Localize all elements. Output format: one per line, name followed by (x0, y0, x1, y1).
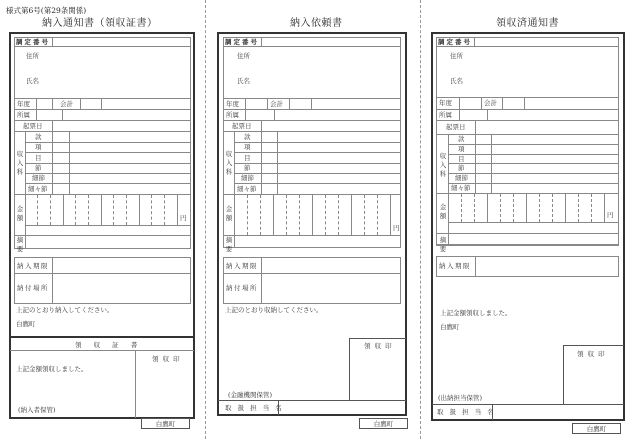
amount-field[interactable] (26, 195, 176, 224)
keeper-note: (納入者保管) (18, 406, 56, 414)
keeper-note: (金融機関保管) (228, 391, 273, 399)
assessment-no-field[interactable] (53, 38, 190, 45)
budget-item-saisetsu: 細節 (32, 174, 45, 182)
footer-town-stamp: 白鷹町 (359, 418, 408, 429)
footer-town-stamp: 白鷹町 (572, 423, 621, 434)
budget-item-setsu: 節 (458, 164, 465, 172)
budget-item-kan: 款 (244, 133, 251, 141)
department-label: 所属 (439, 111, 452, 119)
amount-field[interactable] (235, 195, 389, 234)
yen-label: 円 (607, 211, 614, 219)
revenue-section-label: 収入科 (225, 150, 233, 176)
form-number-label: 様式第6号(第29条関係) (6, 6, 87, 15)
receipt-section-title: 領 収 証 書 (75, 341, 143, 349)
revenue-section-label: 収入科 (439, 152, 447, 178)
name-label: 氏名 (26, 77, 39, 85)
summary-label: 摘要 (225, 236, 233, 253)
issuer-text: 白鷹町 (16, 320, 36, 328)
amount-label: 金額 (439, 203, 447, 220)
budget-item-saisetsu: 細節 (241, 174, 254, 182)
budget-item-saisaisetsu: 細々節 (451, 184, 471, 192)
budget-item-moku: 目 (458, 155, 465, 163)
address-name-field[interactable] (463, 48, 615, 95)
budget-item-kan: 款 (35, 133, 42, 141)
assessment-date-label: 起票日 (23, 122, 43, 130)
budget-item-kan: 款 (458, 135, 465, 143)
handler-name-field[interactable] (279, 401, 405, 414)
department-label: 所属 (17, 111, 30, 119)
assessment-no-label: 調定番号 (225, 38, 259, 46)
address-name-field[interactable] (250, 48, 398, 96)
budget-item-saisaisetsu: 細々節 (28, 185, 48, 193)
handler-name-label: 取 扱 担 当 名 (437, 408, 496, 416)
assessment-no-field[interactable] (262, 38, 400, 45)
receipt-message: 上記金額領収しました。 (440, 309, 512, 317)
budget-item-saisetsu: 細節 (455, 174, 468, 182)
issuer-text: 白鷹町 (440, 323, 460, 331)
fiscal-year-label: 年度 (439, 99, 452, 107)
summary-label: 摘要 (439, 236, 447, 253)
fiscal-year-label: 年度 (226, 100, 239, 108)
address-name-field[interactable] (40, 48, 188, 96)
address-label: 住所 (26, 52, 39, 60)
revenue-section-label: 収入科 (16, 150, 24, 176)
receipt-seal-area[interactable] (564, 346, 623, 403)
department-label: 所属 (226, 111, 239, 119)
instruction-text: 上記のとおり収納してください。 (225, 306, 323, 314)
due-date-label: 納入期限 (17, 262, 49, 270)
panel-title: 領収済通知書 (496, 18, 559, 29)
due-date-field[interactable] (53, 258, 190, 272)
budget-item-kou: 項 (458, 145, 465, 153)
handler-name-field[interactable] (493, 405, 623, 419)
due-date-label: 納入期限 (226, 262, 258, 270)
yen-label: 円 (393, 224, 400, 232)
panel-title: 納入依頼書 (290, 18, 343, 29)
budget-item-setsu: 節 (35, 164, 42, 172)
cut-line-1 (205, 0, 206, 439)
name-label: 氏名 (237, 77, 250, 85)
amount-field[interactable] (449, 194, 603, 221)
assessment-no-label: 調定番号 (16, 38, 50, 46)
amount-label: 金額 (225, 205, 233, 222)
receipt-seal-label: 領 収 印 (577, 350, 606, 358)
due-date-field[interactable] (262, 258, 400, 272)
assessment-no-label: 調定番号 (438, 38, 472, 46)
budget-item-kou: 項 (35, 143, 42, 151)
keeper-note: (出納担当保管) (438, 394, 483, 402)
payment-place-label: 納付場所 (17, 284, 49, 292)
footer-town-stamp: 白鷹町 (141, 418, 190, 429)
receipt-seal-label: 領 収 印 (152, 355, 181, 363)
summary-label: 摘要 (16, 236, 24, 253)
assessment-no-field[interactable] (475, 38, 618, 45)
budget-item-moku: 目 (244, 154, 251, 162)
payment-place-label: 納付場所 (226, 284, 258, 292)
receipt-seal-label: 領 収 印 (364, 342, 393, 350)
amount-label: 金額 (16, 205, 24, 222)
due-date-label: 納入期限 (439, 262, 471, 270)
budget-item-saisaisetsu: 細々節 (237, 185, 257, 193)
receipt-seal-area[interactable] (350, 339, 405, 399)
account-label: 会計 (60, 100, 73, 108)
account-label: 会計 (484, 99, 497, 107)
cut-line-2 (420, 0, 421, 439)
payment-place-field[interactable] (262, 274, 400, 303)
handler-name-label: 取 扱 担 当 名 (225, 404, 284, 412)
budget-item-moku: 目 (35, 154, 42, 162)
name-label: 氏名 (450, 77, 463, 85)
budget-item-kou: 項 (244, 143, 251, 151)
receipt-message: 上記金額領収しました。 (16, 365, 88, 373)
payment-place-field[interactable] (53, 274, 190, 303)
receipt-seal-area[interactable] (136, 351, 193, 417)
fiscal-year-label: 年度 (17, 100, 30, 108)
assessment-date-label: 起票日 (446, 123, 466, 131)
account-label: 会計 (270, 100, 283, 108)
budget-item-setsu: 節 (244, 164, 251, 172)
due-date-field[interactable] (476, 257, 618, 276)
yen-label: 円 (180, 214, 187, 222)
address-label: 住所 (237, 52, 250, 60)
instruction-text: 上記のとおり納入してください。 (16, 306, 114, 314)
assessment-date-label: 起票日 (232, 122, 252, 130)
panel-title: 納入通知書（領収証書） (42, 18, 158, 29)
address-label: 住所 (450, 52, 463, 60)
